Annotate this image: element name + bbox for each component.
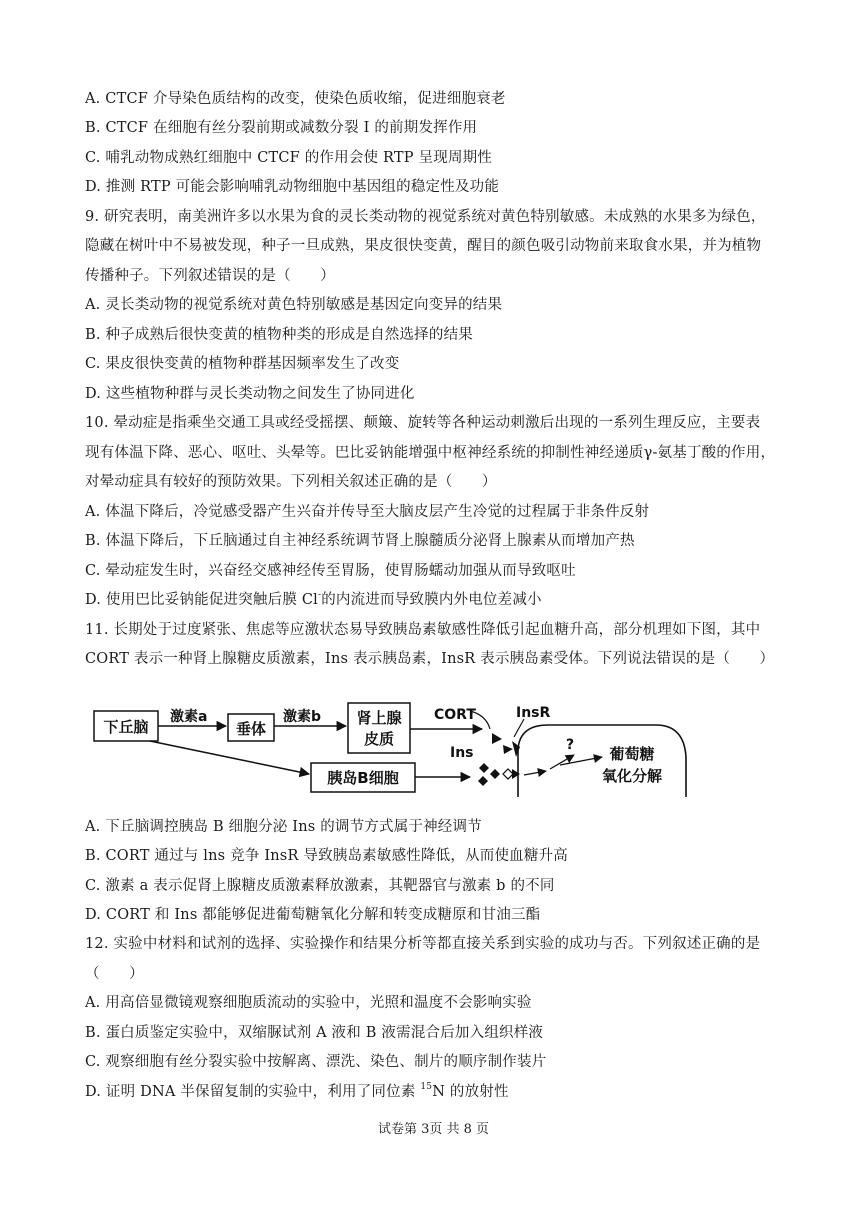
- cort-molecule-1: [492, 733, 502, 744]
- glucose-label-2: 氧化分解: [601, 767, 663, 785]
- q12-stem-line-1: 12. 实验中材料和试剂的选择、实验操作和结果分析等都直接关系到实验的成功与否。下列叙述正确的是: [85, 936, 761, 952]
- cort-molecule-2: [503, 745, 513, 754]
- mechanism-diagram: [88, 697, 708, 799]
- q10-stem-line-2: 现有体温下降、恶心、呕吐、头晕等。巴比妥钠能增强中枢神经系统的抑制性神经递质γ-氨基丁酸的作用，: [85, 445, 776, 461]
- q9-option-b: B. 种子成熟后很快变黄的植物种类的形成是自然选择的结果: [85, 327, 473, 343]
- q12-option-d-post: N 的放射性: [432, 1084, 509, 1100]
- isotope-mass-number: 15: [420, 1082, 433, 1093]
- hormone-b-label: 激素b: [283, 709, 322, 725]
- q9-stem-line-2: 隐藏在树叶中不易被发现，种子一旦成熟，果皮很快变黄，醒目的颜色吸引动物前来取食水果，并为植物: [85, 238, 762, 254]
- arrow-to-glucose: [560, 757, 602, 765]
- q10-option-c: C. 晕动症发生时，兴奋经交感神经传至胃肠，使胃肠蠕动加强从而导致呕吐: [85, 563, 576, 579]
- hypothalamus-label: 下丘脑: [103, 718, 149, 736]
- q12-option-a: A. 用高倍显微镜观察细胞质流动的实验中，光照和温度不会影响实验: [85, 995, 532, 1011]
- q10-option-a: A. 体温下降后，冷觉感受器产生兴奋并传导至大脑皮层产生冷觉的过程属于非条件反射: [85, 504, 650, 520]
- q8-option-a: A. CTCF 介导染色质结构的改变，使染色质收缩，促进细胞衰老: [85, 91, 506, 107]
- q10-stem-line-1: 10. 晕动症是指乘坐交通工具或经受摇摆、颠簸、旋转等各种运动刺激后出现的一系列生理反应，主要表: [85, 415, 761, 431]
- q9-stem-line-1: 9. 研究表明，南美洲许多以水果为食的灵长类动物的视觉系统对黄色特别敏感。未成熟的水果多为绿色，: [85, 209, 766, 225]
- q12-option-c: C. 观察细胞有丝分裂实验中按解离、漂洗、染色、制片的顺序制作装片: [85, 1054, 547, 1070]
- q10-option-b: B. 体温下降后，下丘脑通过自主神经系统调节肾上腺髓质分泌肾上腺素从而增加产热: [85, 533, 635, 549]
- q11-stem-line-1: 11. 长期处于过度紧张、焦虑等应激状态易导致胰岛素敏感性降低引起血糖升高，部分机理如下图，其中: [85, 622, 761, 638]
- q9-option-d: D. 这些植物种群与灵长类动物之间发生了协同进化: [85, 386, 415, 402]
- q8-option-b: B. CTCF 在细胞有丝分裂前期或减数分裂 Ⅰ 的前期发挥作用: [85, 120, 478, 136]
- cort-label: CORT: [434, 707, 476, 723]
- q12-option-d: [85, 1082, 785, 1102]
- insr-label: InsR: [516, 705, 551, 721]
- hormone-a-label: 激素a: [170, 709, 208, 725]
- pituitary-label: 垂体: [235, 720, 267, 738]
- q9-option-a: A. 灵长类动物的视觉系统对黄色特别敏感是基因定向变异的结果: [85, 297, 503, 313]
- q9-option-c: C. 果皮很快变黄的植物种群基因频率发生了改变: [85, 356, 400, 372]
- ins-molecule-2: [490, 769, 500, 779]
- arrow-to-islet: [150, 741, 309, 774]
- q12-stem-line-2: （ ）: [85, 966, 144, 982]
- arrow-inside-2: [550, 755, 574, 769]
- ins-molecule-1: [479, 763, 489, 773]
- q8-option-c: C. 哺乳动物成熟红细胞中 CTCF 的作用会使 RTP 呈现周期性: [85, 150, 493, 166]
- ins-molecule-3: [478, 776, 488, 786]
- adrenal-cortex-label-1: 肾上腺: [356, 709, 402, 727]
- ins-molecule-4: [503, 769, 513, 779]
- q11-stem-line-2: CORT 表示一种肾上腺糖皮质激素，Ins 表示胰岛素，InsR 表示胰岛素受体。下列说法错误的是（ ）: [85, 651, 775, 667]
- q11-option-c: C. 激素 a 表示促肾上腺糖皮质激素释放激素，其靶器官与激素 b 的不同: [85, 878, 555, 894]
- q11-option-a: A. 下丘脑调控胰岛 B 细胞分泌 Ins 的调节方式属于神经调节: [85, 819, 482, 835]
- q11-option-d: D. CORT 和 Ins 都能够促进葡萄糖氧化分解和转变成糖原和甘油三酯: [85, 907, 541, 923]
- q10-stem-line-3: 对晕动症具有较好的预防效果。下列相关叙述正确的是（ ）: [85, 474, 497, 490]
- cell-membrane: [518, 725, 686, 797]
- q9-stem-line-3: 传播种子。下列叙述错误的是（ ）: [85, 268, 335, 284]
- page-footer: 试卷第 3页 共 8 页: [377, 1122, 490, 1137]
- q10-option-d: [85, 590, 785, 610]
- q12-option-b: B. 蛋白质鉴定实验中，双缩脲试剂 A 液和 B 液需混合后加入组织样液: [85, 1025, 544, 1041]
- q10-option-d-pre: D. 使用巴比妥钠能促进突触后膜 Cl: [85, 592, 318, 608]
- q12-option-d-pre: D. 证明 DNA 半保留复制的实验中，利用了同位素: [85, 1084, 421, 1100]
- q10-option-d-post: 的内流进而导致膜内外电位差减小: [321, 592, 542, 608]
- glucose-label-1: 葡萄糖: [609, 745, 655, 763]
- ins-label: Ins: [450, 745, 474, 761]
- adrenal-cortex-label-2: 皮质: [363, 730, 395, 748]
- question-mark: ?: [566, 737, 575, 753]
- arrow-inside-1: [524, 771, 546, 775]
- islet-b-cell-label: 胰岛B细胞: [327, 769, 399, 787]
- q8-option-d: D. 推测 RTP 可能会影响哺乳动物细胞中基因组的稳定性及功能: [85, 179, 500, 195]
- q11-option-b: B. CORT 通过与 lns 竞争 InsR 导致胰岛素敏感性降低，从而使血糖升高: [85, 848, 568, 864]
- chloride-charge: -: [317, 590, 322, 601]
